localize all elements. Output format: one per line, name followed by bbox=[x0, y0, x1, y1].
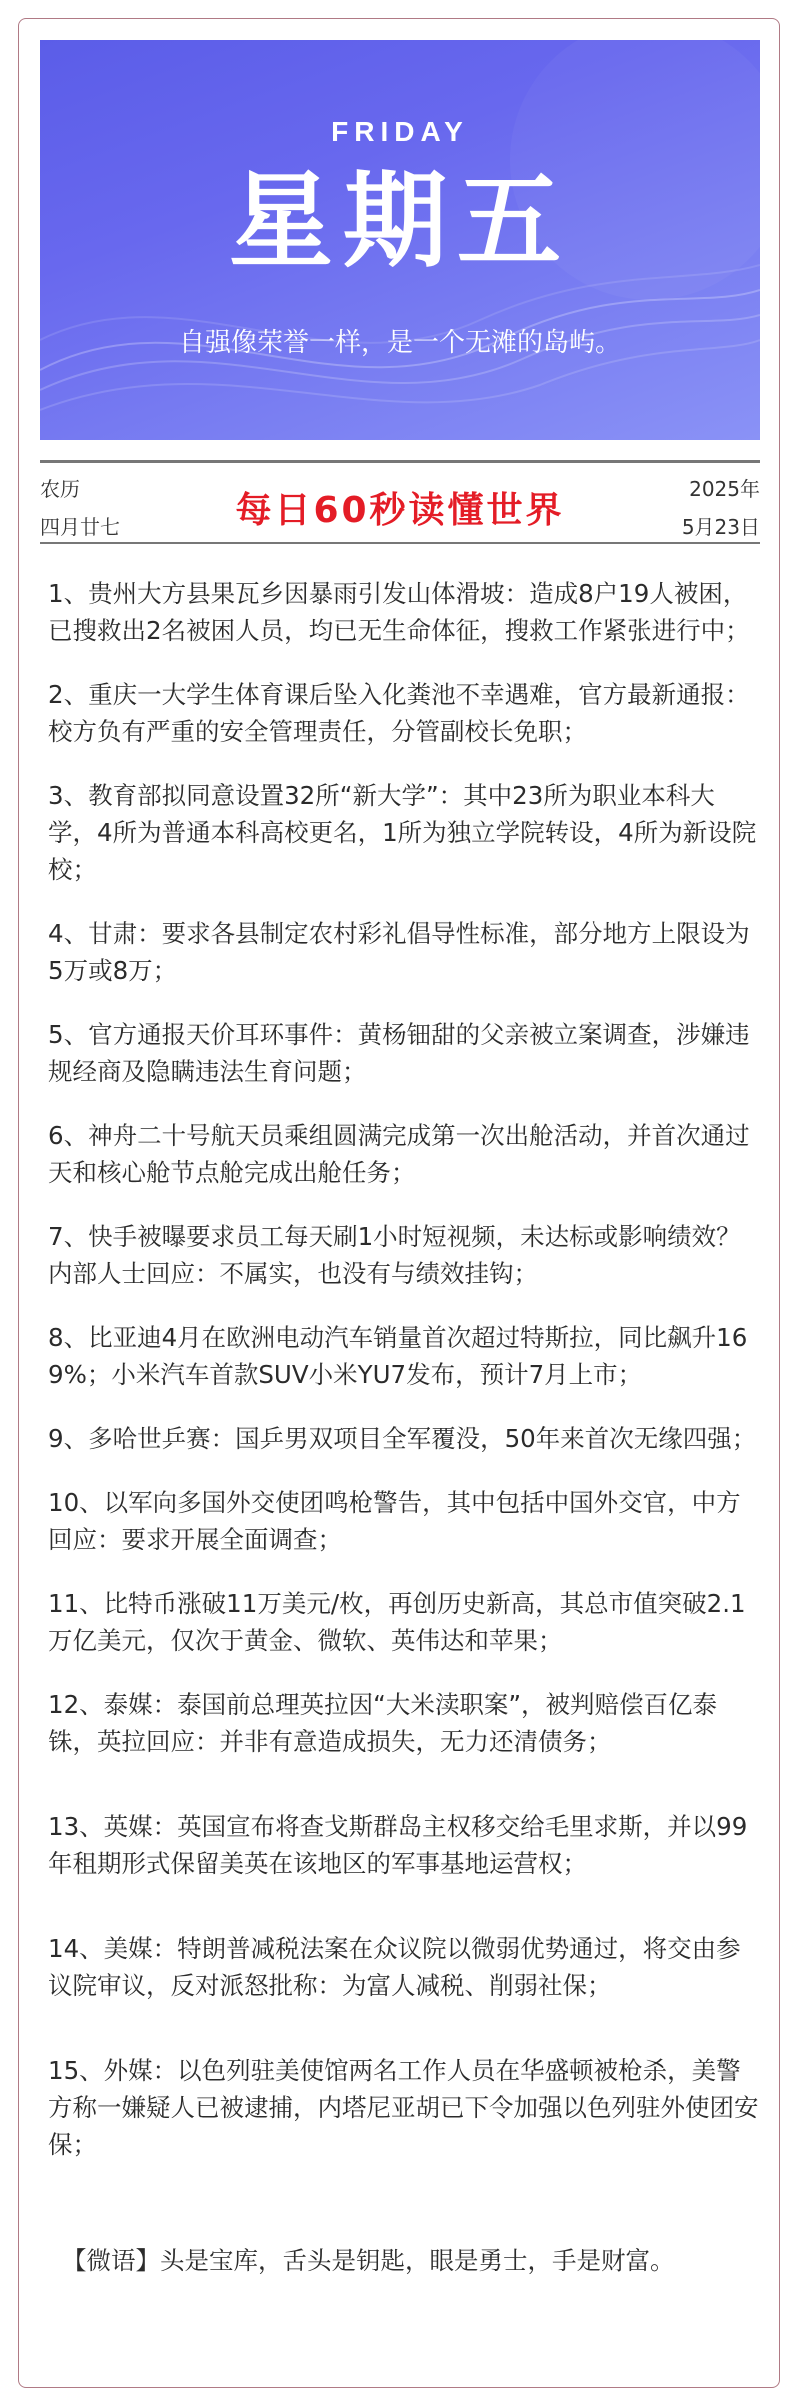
chinese-weekday: 星期五 bbox=[228, 160, 571, 282]
year-label: 2025年 bbox=[689, 477, 760, 501]
news-item: 12、泰媒：泰国前总理英拉因“大米渎职案”，被判赔偿百亿泰铢，英拉回应：并非有意造成损失，无力还清债务； bbox=[48, 1690, 718, 1756]
news-item: 2、重庆一大学生体育课后坠入化粪池不幸遇难，官方最新通报：校方负有严重的安全管理责任，分管副校长免职； bbox=[48, 680, 750, 746]
news-item: 3、教育部拟同意设置32所“新大学”：其中23所为职业本科大学，4所为普通本科高校更名，1所为独立学院转设，4所为新设院校； bbox=[48, 781, 757, 884]
news-item: 11、比特币涨破11万美元/枚，再创历史新高，其总市值突破2.1万亿美元，仅次于黄金、微软、英伟达和苹果； bbox=[48, 1589, 746, 1655]
news-item: 10、以军向多国外交使团鸣枪警告，其中包括中国外交官，中方回应：要求开展全面调查； bbox=[48, 1488, 741, 1554]
header-banner bbox=[40, 40, 760, 440]
news-item: 4、甘肃：要求各县制定农村彩礼倡导性标准，部分地方上限设为5万或8万； bbox=[48, 919, 750, 985]
news-item: 14、美媒：特朗普减税法案在众议院以微弱优势通过，将交由参议院审议，反对派怒批称：为富人减税、削弱社保； bbox=[48, 1934, 741, 2000]
page-title: 每日60秒读懂世界 bbox=[235, 490, 565, 531]
gregorian-date-block bbox=[682, 470, 760, 546]
english-weekday: FRIDAY bbox=[331, 116, 469, 147]
daily-quote: 【微语】头是宝库，舌头是钥匙，眼是勇士，手是财富。 bbox=[62, 2246, 675, 2275]
lunar-label: 农历 bbox=[40, 477, 80, 501]
date-label: 5月23日 bbox=[681, 515, 760, 539]
news-list bbox=[48, 575, 763, 2190]
news-item: 6、神舟二十号航天员乘组圆满完成第一次出舱活动，并首次通过天和核心舱节点舱完成出舱任务； bbox=[48, 1121, 750, 1187]
divider-bottom bbox=[40, 542, 760, 544]
news-item: 1、贵州大方县果瓦乡因暴雨引发山体滑坡：造成8户19人被困，已搜救出2名被困人员，均已无生命体征，搜救工作紧张进行中； bbox=[48, 579, 750, 645]
lunar-date: 四月廿七 bbox=[40, 515, 120, 539]
news-item: 8、比亚迪4月在欧洲电动汽车销量首次超过特斯拉，同比飙升169%；小米汽车首款SUV小米YU7发布，预计7月上市； bbox=[48, 1323, 748, 1389]
news-item: 9、多哈世乒赛：国乒男双项目全军覆没，50年来首次无缘四强； bbox=[48, 1424, 757, 1453]
motto-text: 自强像荣誉一样，是一个无滩的岛屿。 bbox=[178, 328, 621, 358]
news-item: 5、官方通报天价耳环事件：黄杨钿甜的父亲被立案调查，涉嫌违规经商及隐瞒违法生育问题； bbox=[48, 1020, 750, 1086]
news-item: 7、快手被曝要求员工每天刷1小时短视频，未达标或影响绩效？内部人士回应：不属实，也没有与绩效挂钩； bbox=[48, 1222, 741, 1288]
news-item: 13、英媒：英国宣布将查戈斯群岛主权移交给毛里求斯，并以99年租期形式保留美英在该地区的军事基地运营权； bbox=[48, 1812, 748, 1878]
divider-top bbox=[40, 460, 760, 463]
news-item: 15、外媒：以色列驻美使馆两名工作人员在华盛顿被枪杀，美警方称一嫌疑人已被逮捕，内塔尼亚胡已下令加强以色列驻外使团安保； bbox=[48, 2056, 759, 2159]
